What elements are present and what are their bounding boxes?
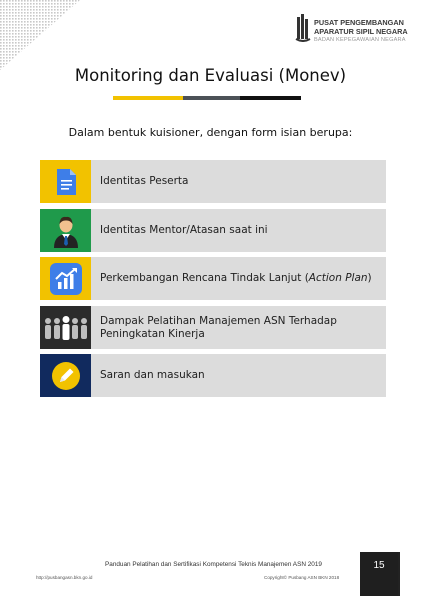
list-item-identitas-mentor xyxy=(40,209,386,252)
item-label: Dampak Pelatihan Manajemen ASN Terhadap Peningkatan Kinerja xyxy=(100,314,337,340)
item-label-end: ) xyxy=(367,272,372,284)
title-underline-gray xyxy=(183,96,240,100)
list-item-dampak-pelatihan xyxy=(40,306,386,349)
list-item-identitas-peserta xyxy=(40,160,386,203)
logo-line-2: APARATUR SIPIL NEGARA xyxy=(314,27,408,36)
corner-dot-pattern xyxy=(0,0,80,70)
logo-line-1: PUSAT PENGEMBANGAN xyxy=(314,18,404,27)
page-number: 15 xyxy=(373,560,385,571)
growth-chart-icon xyxy=(40,257,91,300)
item-label: Identitas Mentor/Atasan saat ini xyxy=(100,224,268,236)
item-label-italic: Action Plan xyxy=(308,272,368,284)
title-underline-yellow xyxy=(113,96,183,100)
item-label: Saran dan masukan xyxy=(100,369,205,381)
page-title: Monitoring dan Evaluasi (Monev) xyxy=(74,66,347,85)
pencil-icon xyxy=(40,354,91,397)
page-number-box xyxy=(360,552,398,596)
emblem-icon xyxy=(295,14,311,42)
list-item-perkembangan-rtl xyxy=(40,257,386,300)
item-label: Identitas Peserta xyxy=(100,175,189,187)
item-label xyxy=(100,257,378,300)
subtitle: Dalam bentuk kuisioner, dengan form isian berupa: xyxy=(68,126,353,139)
footer-website: http://pusbangasn.bkn.go.id xyxy=(36,575,93,580)
institution-logo xyxy=(295,14,420,50)
page-number-divider xyxy=(398,552,400,596)
title-underline-black xyxy=(240,96,301,100)
list-item-saran-masukan xyxy=(40,354,386,397)
footer-copyright: Copyright© Pusbang ASN BKN 2018 xyxy=(264,575,340,580)
document-icon xyxy=(40,160,91,203)
logo-line-3: BADAN KEPEGAWAIAN NEGARA xyxy=(314,37,406,43)
footer-guide-text: Panduan Pelatihan dan Sertifikasi Kompetensi Teknis Manajemen ASN 2019 xyxy=(105,561,322,568)
people-group-icon xyxy=(40,306,91,349)
item-label-main: Perkembangan Rencana Tindak Lanjut ( xyxy=(100,272,309,284)
businessman-icon xyxy=(40,209,91,252)
